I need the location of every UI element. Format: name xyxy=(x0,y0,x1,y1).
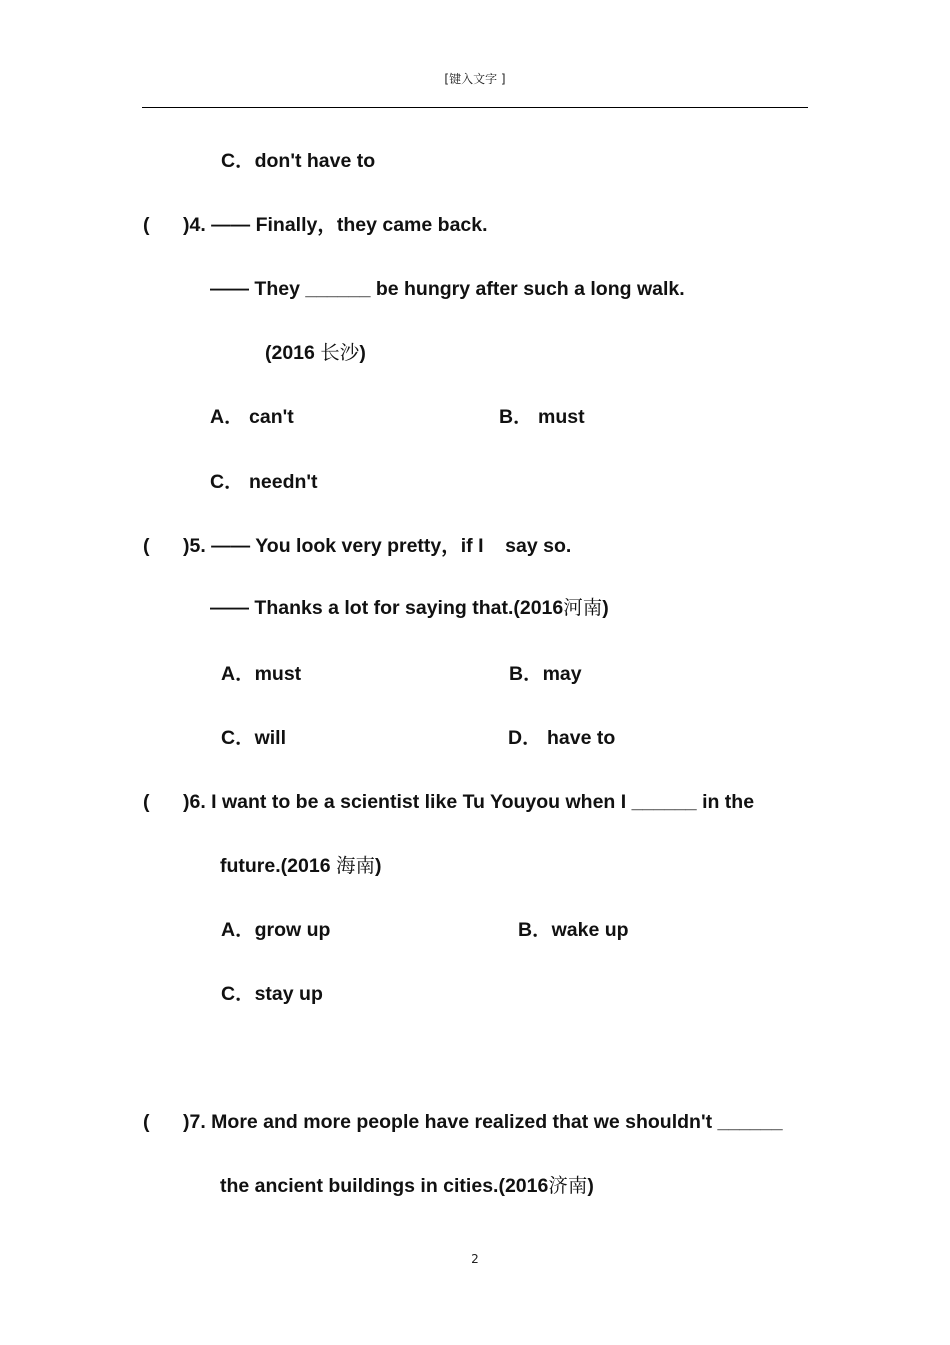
q4-source-city: 长沙 xyxy=(320,341,360,364)
q4-option-c: C． needn't xyxy=(210,471,318,493)
q5-option-c: C．will xyxy=(221,727,287,749)
q4-source-close: ) xyxy=(359,342,366,364)
q4-source xyxy=(265,341,366,365)
q4-source-year: (2016 xyxy=(265,342,321,364)
q6-cont-close: ) xyxy=(374,855,382,877)
q5-reply-city: 河南 xyxy=(563,596,603,619)
q5-option-d: D． have to xyxy=(508,727,616,749)
q6-option-b: B．wake up xyxy=(518,919,629,941)
q5-reply-close: ) xyxy=(602,597,609,619)
q7-stem: )7. More and more people have realized that we shouldn't ______ xyxy=(183,1111,783,1133)
q5-reply xyxy=(210,596,609,620)
page-number: 2 xyxy=(471,1252,479,1266)
q6-answer-paren: ( xyxy=(143,791,150,813)
q6-cont-city: 海南 xyxy=(335,854,375,877)
q4-option-b: B． must xyxy=(499,406,585,428)
q7-cont-text: the ancient buildings in cities.(2016 xyxy=(220,1175,549,1197)
q6-continuation xyxy=(220,854,381,878)
q7-continuation xyxy=(220,1174,594,1198)
q6-option-c: C．stay up xyxy=(221,983,323,1005)
q4-stem: )4. —— Finally，they came back. xyxy=(183,214,488,236)
q6-stem: )6. I want to be a scientist like Tu Youyou when I ______ in the xyxy=(183,791,755,813)
q5-reply-text: —— Thanks a lot for saying that.(2016 xyxy=(210,597,564,619)
q4-answer-paren: ( xyxy=(143,214,150,236)
q7-answer-paren: ( xyxy=(143,1111,150,1133)
q4-reply: —— They ______ be hungry after such a long walk. xyxy=(210,278,685,300)
q5-option-b: B．may xyxy=(509,663,582,685)
q6-cont-text: future.(2016 xyxy=(220,855,336,877)
header-rule xyxy=(142,107,808,108)
q7-cont-city: 济南 xyxy=(548,1174,588,1197)
q6-option-a: A．grow up xyxy=(221,919,331,941)
q5-answer-paren: ( xyxy=(143,535,150,557)
q3-option-c: C．don't have to xyxy=(221,150,376,172)
q7-cont-close: ) xyxy=(587,1175,594,1197)
page-header: [键入文字 ] xyxy=(444,72,506,86)
q4-option-a: A． can't xyxy=(210,406,294,428)
q5-option-a: A．must xyxy=(221,663,302,685)
q5-stem: )5. —— You look very pretty，if I say so. xyxy=(183,535,572,557)
